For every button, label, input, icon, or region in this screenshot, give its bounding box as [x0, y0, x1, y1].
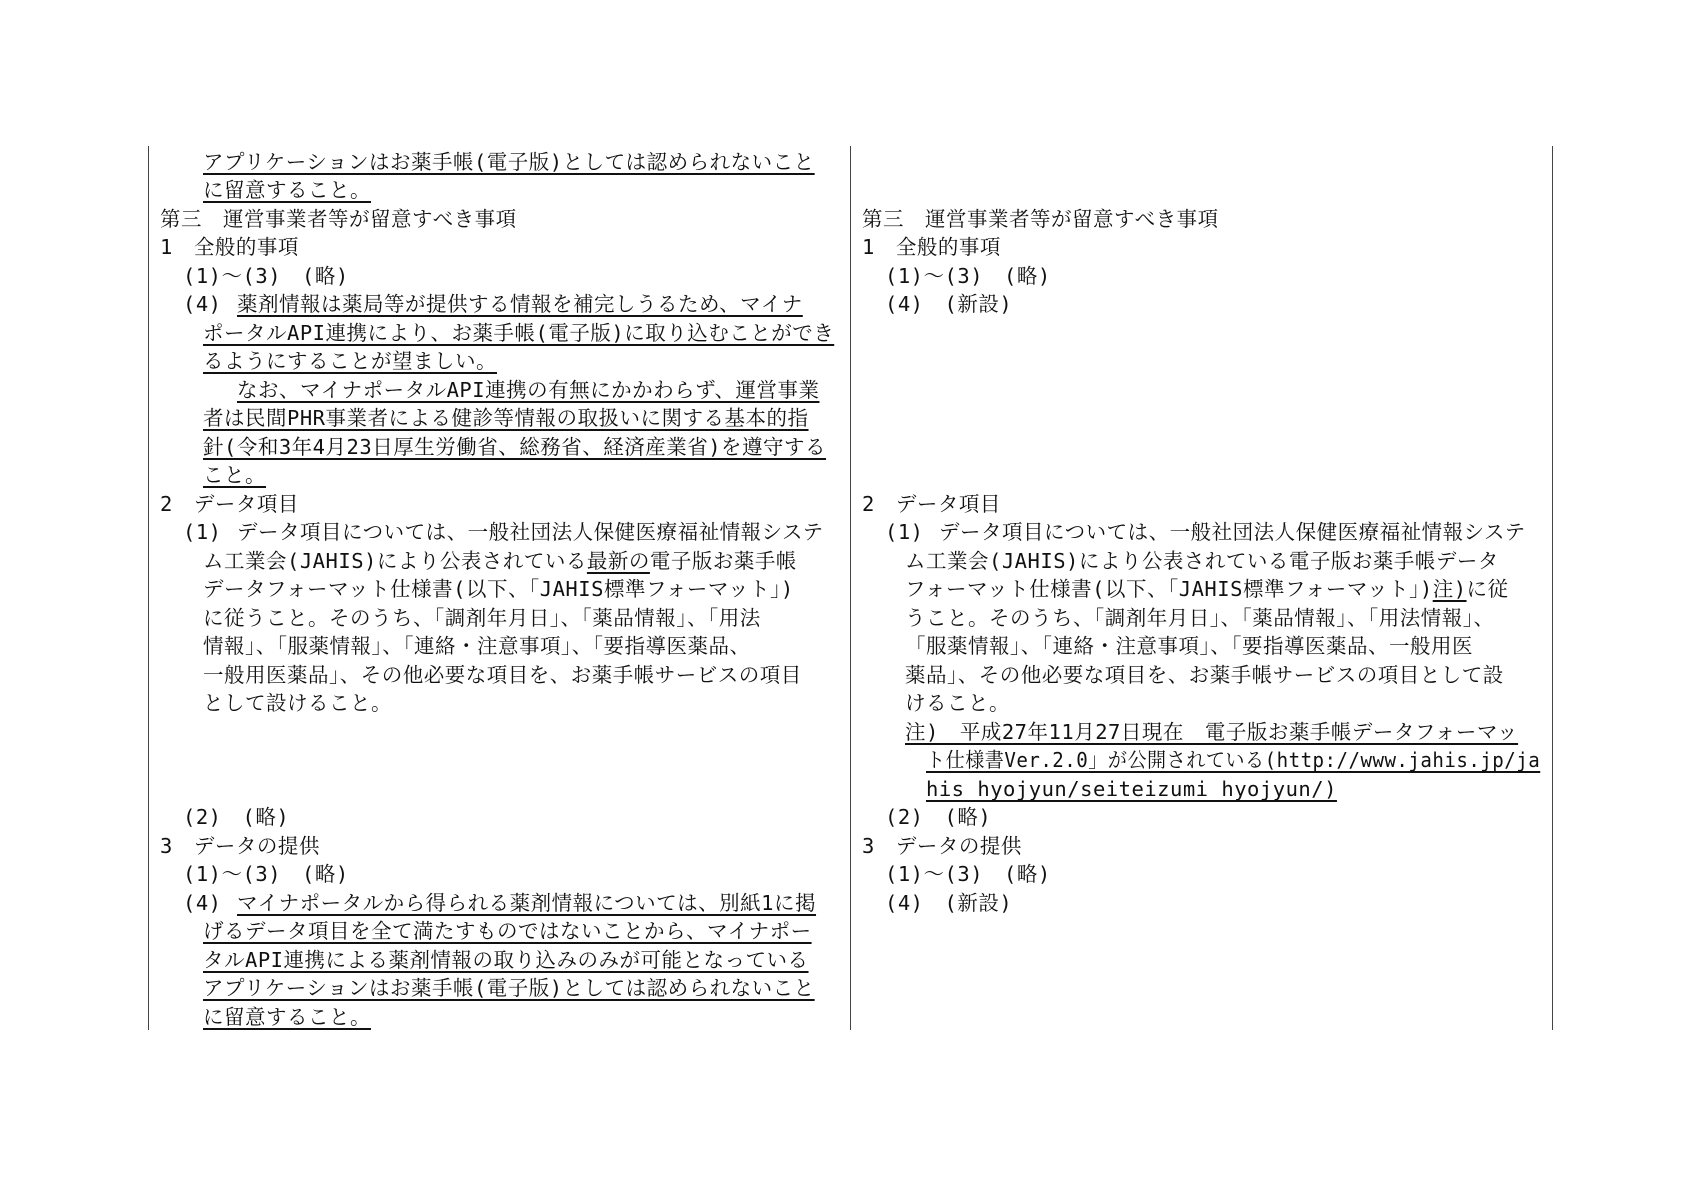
right-line3-part-c: に従 [1466, 577, 1509, 601]
left-section2-item1-line3: データフォーマット仕様書(以下、「JAHIS標準フォーマット」) [203, 577, 794, 601]
right-line3-note-ref: 注) [1432, 577, 1467, 601]
right-heading-3: 第三 運営事業者等が留意すべき事項 [862, 207, 1219, 231]
left-section3-item4-line5: に留意すること。 [203, 1005, 371, 1029]
right-section2-item2: (2) (略) [885, 805, 992, 829]
left-section2-item1-line4: に従うこと。そのうち、「調剤年月日」、「薬品情報」、「用法 [203, 606, 761, 630]
left-section3-item4-line4: アプリケーションはお薬手帳(電子版)としては認められないこと [203, 976, 815, 1000]
left-section2-item1-line7: として設けること。 [203, 691, 392, 715]
right-section1-item1-3: (1)～(3) (略) [885, 264, 1051, 288]
table-border-left [148, 146, 149, 1030]
left-section1-item4-para2-line3: 針(令和3年4月23日厚生労働省、総務省、経済産業省)を遵守する [203, 435, 827, 459]
left-section1-item1-3: (1)～(3) (略) [183, 264, 349, 288]
left-section2-item1-line5: 情報」、「服薬情報」、「連絡・注意事項」、「要指導医薬品、 [203, 634, 751, 658]
left-section3-item4-line3: タルAPI連携による薬剤情報の取り込みのみが可能となっている [203, 948, 809, 972]
left-section3-item1-3: (1)～(3) (略) [183, 862, 349, 886]
right-section2-item1-line7: けること。 [905, 691, 1010, 715]
right-section2-title: 2 データ項目 [862, 492, 1001, 516]
left-cont-line2: に留意すること。 [203, 178, 371, 202]
left-section2-item1-line2 [203, 547, 797, 575]
left-section3-item4-line2: げるデータ項目を全て満たすものではないことから、マイナポー [203, 919, 812, 943]
left-section3-item4-line1: マイナポータルから得られる薬剤情報については、別紙1に掲 [237, 891, 817, 915]
right-section2-item1-number: (1) [885, 520, 924, 544]
left-section1-item4-line2: ポータルAPI連携により、お薬手帳(電子版)に取り込むことができ [203, 321, 835, 345]
right-section2-item1-line5: 「服薬情報」、「連絡・注意事項」、「要指導医薬品、一般用医 [905, 634, 1473, 658]
left-line2-part-latest: 最新の [586, 549, 650, 573]
left-section1-title: 1 全般的事項 [160, 235, 299, 259]
right-section2-item1-line6: 薬品」、その他必要な項目を、お薬手帳サービスの項目として設 [905, 663, 1504, 687]
left-line2-part-a: ム工業会(JAHIS)により公表されている [203, 549, 587, 573]
right-section3-item4: (4) (新設) [885, 891, 1013, 915]
right-section1-title: 1 全般的事項 [862, 235, 1001, 259]
left-cont-line1: アプリケーションはお薬手帳(電子版)としては認められないこと [203, 150, 815, 174]
right-section3-item1-3: (1)～(3) (略) [885, 862, 1051, 886]
left-section1-item4-line1: 薬剤情報は薬局等が提供する情報を補完しうるため、マイナ [237, 292, 803, 316]
table-border-middle [850, 146, 851, 1030]
right-note-line3: his_hyojyun/seiteizumi_hyojyun/) [926, 777, 1337, 801]
left-section2-item1-line1: データ項目については、一般社団法人保健医療福祉情報システ [237, 520, 824, 544]
right-section2-item1-line3 [905, 575, 1509, 603]
table-border-right [1552, 146, 1553, 1030]
left-section3-title: 3 データの提供 [160, 834, 320, 858]
right-note-line2: ト仕様書Ver.2.0」が公開されている(http://www.jahis.jp/ja [926, 748, 1541, 772]
left-section2-item2: (2) (略) [183, 805, 290, 829]
left-section1-item4-para2-line2: 者は民間PHR事業者による健診等情報の取扱いに関する基本的指 [203, 406, 809, 430]
right-section1-item4: (4) (新設) [885, 292, 1013, 316]
left-section1-item4-para2-line4: こと。 [203, 463, 266, 487]
right-section3-title: 3 データの提供 [862, 834, 1022, 858]
left-section2-item1-number: (1) [183, 520, 222, 544]
left-section1-item4-para2-line1: なお、マイナポータルAPI連携の有無にかかわらず、運営事業 [237, 378, 820, 402]
left-section2-item1-line6: 一般用医薬品」、その他必要な項目を、お薬手帳サービスの項目 [203, 663, 802, 687]
right-section2-item1-line1: データ項目については、一般社団法人保健医療福祉情報システ [939, 520, 1526, 544]
right-section2-item1-line2: ム工業会(JAHIS)により公表されている電子版お薬手帳データ [905, 549, 1499, 573]
right-line3-part-a: フォーマット仕様書(以下、「JAHIS標準フォーマット」) [905, 577, 1433, 601]
left-heading-3: 第三 運営事業者等が留意すべき事項 [160, 207, 517, 231]
left-section3-item4-number: (4) [183, 891, 222, 915]
left-section1-item4-number: (4) [183, 292, 222, 316]
left-section2-title: 2 データ項目 [160, 492, 299, 516]
left-section1-item4-line3: るようにすることが望ましい。 [203, 349, 497, 373]
right-note-line1: 注) 平成27年11月27日現在 電子版お薬手帳データフォーマッ [905, 720, 1519, 744]
left-line2-part-c: 電子版お薬手帳 [649, 549, 797, 573]
right-section2-item1-line4: うこと。そのうち、「調剤年月日」、「薬品情報」、「用法情報」、 [905, 606, 1495, 630]
